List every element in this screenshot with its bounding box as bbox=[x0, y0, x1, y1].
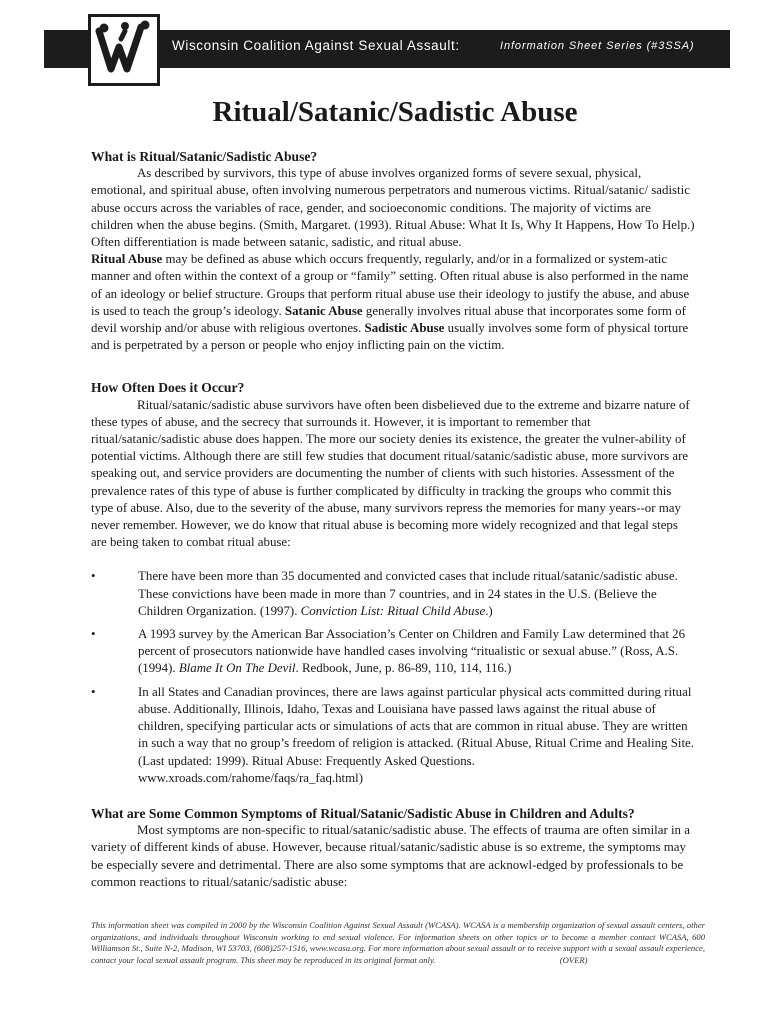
list-item bbox=[91, 568, 695, 620]
citation-title: Conviction List: Ritual Child Abuse bbox=[300, 603, 486, 618]
term-sadistic-abuse: Sadistic Abuse bbox=[364, 321, 445, 336]
over-label: (OVER) bbox=[559, 954, 588, 965]
text-run: A 1993 survey by the American Bar Association’s Center on Children and Family Law determined that 26 percent of prosecutors nationwide have handled cases involving “ritualistic or sexual abuse.” (Ross, A.S. (1994). bbox=[138, 627, 686, 676]
main-content bbox=[91, 148, 695, 891]
paragraph bbox=[91, 251, 695, 354]
section-heading-what-is: What is Ritual/Satanic/Sadistic Abuse? bbox=[91, 149, 318, 164]
paragraph: Ritual/satanic/sadistic abuse survivors have often been disbelieved due to the extreme and bizarre nature of these types of abuse, and the secrecy that surrounds it. However, it is important to remember that ritual/satanic/sadistic abuse does happen. The more our society denies its existence, the greater the vulner-ability of potential victims. Although there are still few studies that document ritual/satanic/sadistic abuse, more survivors are speaking out, and service providers are documenting the number of clients with such histories. Assessment of the prevalence rates of this type of abuse is further complicated by difficulty in tracking the groups who commit this type of abuse. Also, due to the severity of the abuse, many survivors repress the memories for many years--or may never remember. However, we do know that ritual abuse is becoming more widely recognized and that legal steps are being taken to combat ritual abuse: bbox=[91, 397, 690, 550]
series-label: Information Sheet Series (#3SSA) bbox=[500, 40, 695, 52]
paragraph: Most symptoms are non-specific to ritual/satanic/sadistic abuse. The effects of trauma are often similar in a variety of different kinds of abuse. However, because ritual/satanic/sadistic abuse is so extreme, the symptoms may be especially severe and detrimental. There are also some symptoms that are acknowl-edged by professionals to be common reactions to ritual/satanic/sadistic abuse: bbox=[91, 823, 690, 889]
citation-title: Blame It On The Devil bbox=[178, 661, 296, 676]
list-item bbox=[91, 684, 695, 787]
footer-text: This information sheet was compiled in 2000 by the Wisconsin Coalition Against Sexual Assault (WCASA). WCASA is a membership organization of sexual assault centers, other organizations, and individuals throughout Wisconsin working to end sexual violence. For information sheets on other topics or to become a member contact WCASA, 600 Williamson St., Suite N-2, Madison, WI 53703, (608)257-1516, www.wcasa.org. For more information about sexual assault or to receive support with a sexual assault experience, contact your local sexual assault program. This sheet may be reproduced in its original format only. bbox=[91, 920, 705, 965]
text-run: .) bbox=[485, 603, 493, 618]
page-title: Ritual/Satanic/Sadistic Abuse bbox=[212, 96, 578, 128]
term-satanic-abuse: Satanic Abuse bbox=[284, 303, 363, 318]
text-run: . Redbook, June, p. 86-89, 110, 114, 116.) bbox=[295, 661, 512, 676]
text-run: generally involves ritual abuse that incorporates some form of devil worship and/or abuse with religious overtones. bbox=[91, 303, 686, 336]
bullet-icon: • bbox=[91, 684, 96, 699]
paragraph: As described by survivors, this type of abuse involves organized forms of severe sexual, physical, emotional, and spiritual abuse, often involving numerous perpetrators and numerous victims. Ritual/satanic/ sadistic abuse occurs across the variables of race, gender, and socioeconomic conditions. The majority of victims are children when the abuse begins. (Smith, Margaret. (1993). Ritual Abuse: What It Is, Why It Happens, How To Help.) Often differentiation is made between satanic, sadistic, and ritual abuse. bbox=[91, 166, 695, 250]
wcasa-logo-icon bbox=[88, 14, 160, 86]
list-item bbox=[91, 626, 695, 678]
text-run: In all States and Canadian provinces, there are laws against particular physical acts committed during ritual abuse. Additionally, Illinois, Idaho, Texas and Louisiana have passed laws against the ritual abuse of children, specifying particular acts or simulations of acts that are common in ritual abuse. They are written in such a way that no group’s freedom of religion is attacked. (Ritual Abuse, Ritual Crime and Healing Site. (Last updated: 1999). Ritual Abuse: Frequently Asked Questions. www.xroads.com/rahome/faqs/ra_faq.html) bbox=[138, 684, 694, 785]
bullet-icon: • bbox=[91, 569, 96, 584]
text-run: usually involves some form of physical torture and is perpetrated by a person or people who enjoy inflicting pain on the victim. bbox=[91, 321, 689, 353]
bullet-list bbox=[91, 568, 695, 786]
section-heading-symptoms: What are Some Common Symptoms of Ritual/Satanic/Sadistic Abuse in Children and Adults? bbox=[91, 805, 635, 821]
text-run: may be defined as abuse which occurs frequently, regularly, and/or in a formalized or system-atic manner and often within the context of a group or “family” setting. Often ritual abuse is also performed in the name of an ideology or belief structure. Groups that perform ritual abuse use their ideology to justify the abuse, and abuse is used to teach the group’s ideology. bbox=[91, 252, 690, 318]
section-heading-how-often: How Often Does it Occur? bbox=[91, 380, 245, 396]
term-ritual-abuse: Ritual Abuse bbox=[91, 252, 163, 267]
bullet-icon: • bbox=[91, 627, 96, 642]
text-run: There have been more than 35 documented and convicted cases that include ritual/satanic/sadistic abuse. These convictions have been made in more than 7 countries, and in 24 states in the U.S. (Believe the Children Organization. (1997). bbox=[138, 569, 678, 618]
org-name: Wisconsin Coalition Against Sexual Assault: bbox=[172, 38, 460, 53]
footer-note bbox=[91, 920, 705, 966]
